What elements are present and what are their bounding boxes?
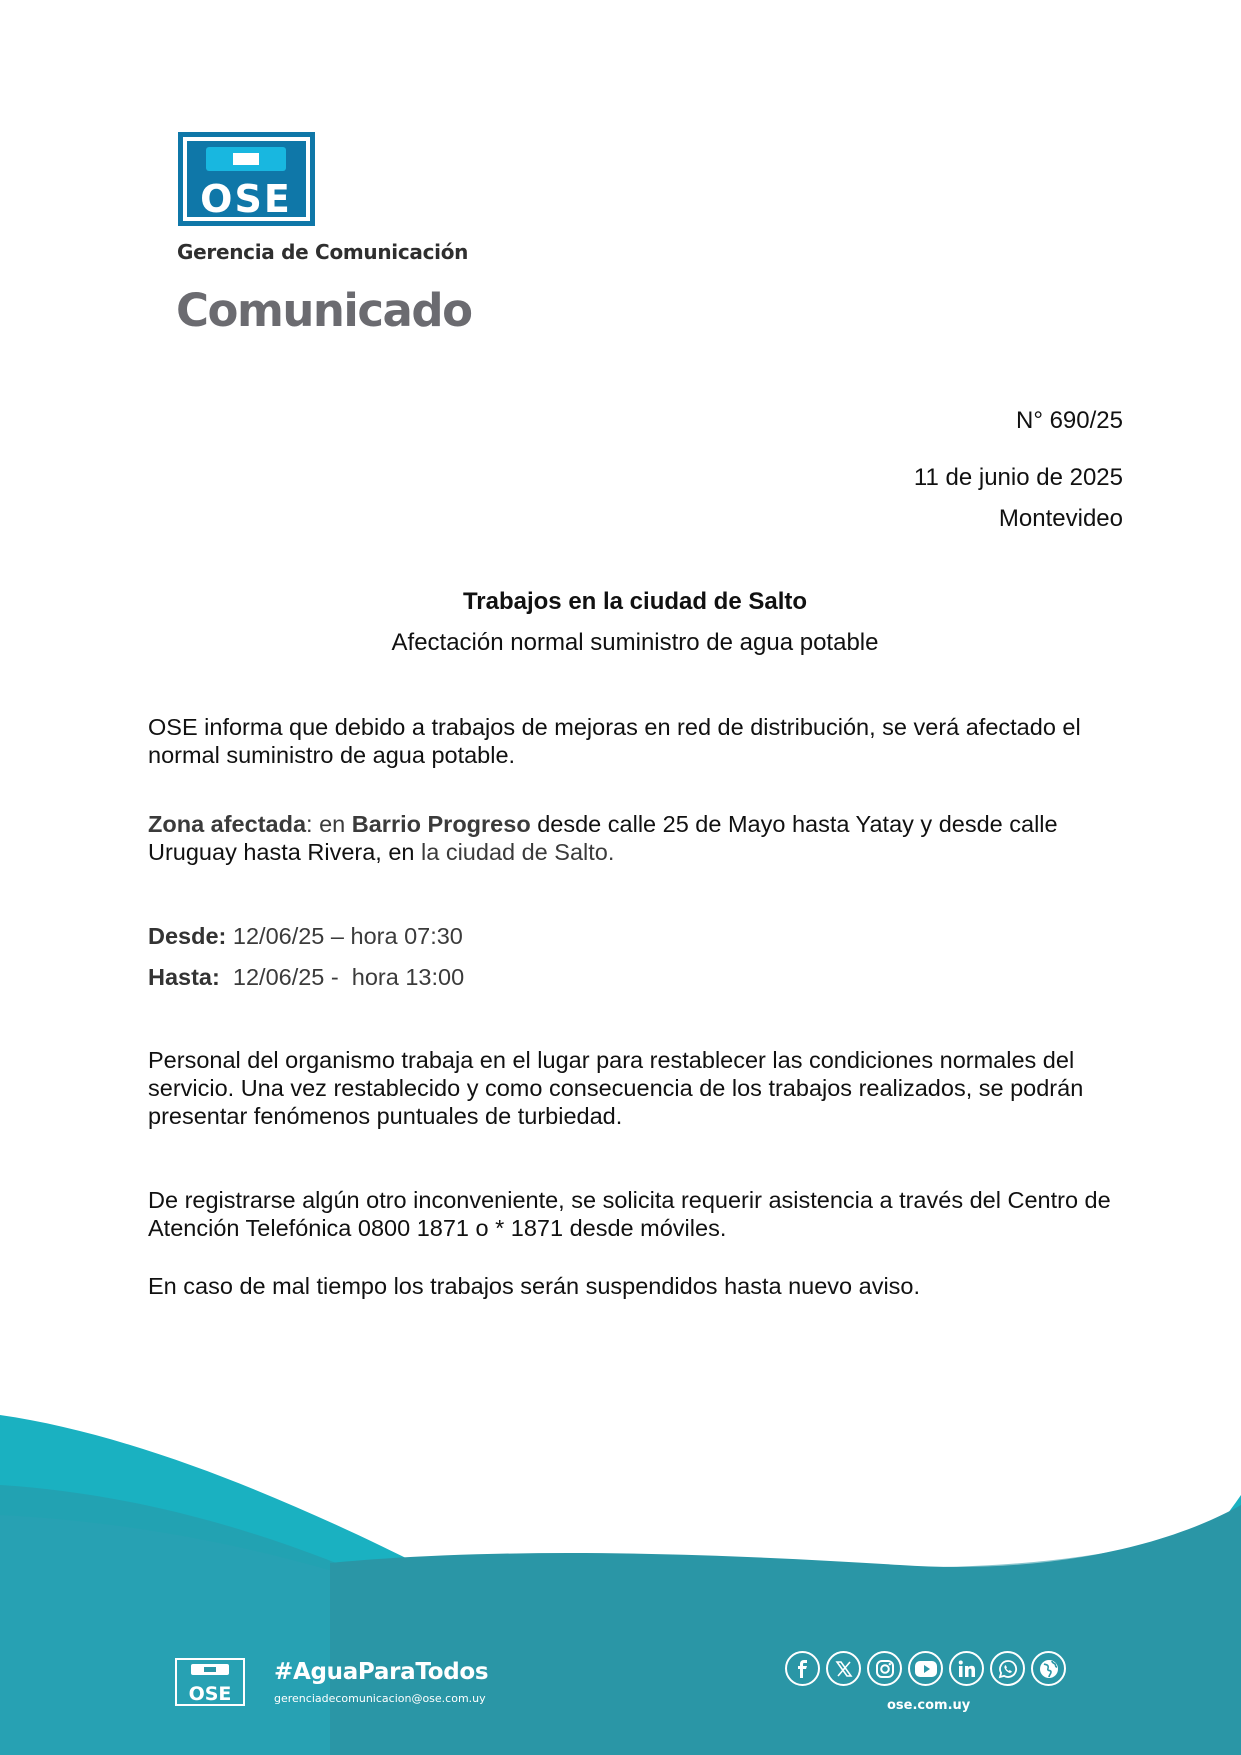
website-link[interactable]: ose.com.uy <box>887 1698 971 1713</box>
main-title: Trabajos en la ciudad de Salto <box>462 588 808 615</box>
affected-zone-paragraph <box>148 810 1123 866</box>
linkedin-icon[interactable] <box>949 1651 984 1686</box>
from-label: Desde: <box>148 923 227 949</box>
facebook-icon[interactable] <box>785 1651 820 1686</box>
weather-paragraph: En caso de mal tiempo los trabajos serán suspendidos hasta nuevo aviso. <box>148 1273 921 1299</box>
communique-city: Montevideo <box>998 505 1123 532</box>
to-row <box>148 964 464 991</box>
hashtag: #AguaParaTodos <box>274 1659 489 1685</box>
from-row <box>148 923 463 950</box>
web-icon[interactable] <box>1031 1651 1066 1686</box>
ose-logo <box>178 132 315 226</box>
zone-place: Barrio Progreso <box>351 811 531 837</box>
zone-label: Zona afectada <box>148 811 307 837</box>
contact-paragraph: De registrarse algún otro inconveniente, se solicita requerir asistencia a través del Centro de Atención Telefónica 0800 1871 o * 1871 desde móviles. <box>148 1187 1111 1241</box>
to-value: 12/06/25 - hora 13:00 <box>219 964 465 990</box>
to-label: Hasta: <box>148 964 220 990</box>
zone-separator: : en <box>306 811 352 837</box>
intro-paragraph: OSE informa que debido a trabajos de mejoras en red de distribución, se verá afectado el normal suministro de agua potable. <box>148 714 1081 768</box>
youtube-icon[interactable] <box>908 1651 943 1686</box>
communique-number: N° 690/25 <box>1015 407 1123 434</box>
contact-email[interactable]: gerenciadecomunicacion@ose.com.uy <box>274 1692 486 1705</box>
whatsapp-icon[interactable] <box>990 1651 1025 1686</box>
instagram-icon[interactable] <box>867 1651 902 1686</box>
document-type-heading: Comunicado <box>176 284 472 337</box>
department-name: Gerencia de Comunicación <box>177 240 469 264</box>
svg-text:OSE: OSE <box>200 177 292 221</box>
zone-streets: desde calle 25 de Mayo hasta Yatay y desde calle Uruguay hasta Rivera, en <box>148 811 1058 865</box>
staff-paragraph: Personal del organismo trabaja en el lugar para restablecer las condiciones normales del servicio. Una vez restablecido y como consecuencia de los trabajos realizados, se podrán presentar fenómenos puntuales de turbiedad. <box>148 1047 1084 1129</box>
footer-ose-logo <box>175 1658 245 1706</box>
svg-text:OSE: OSE <box>188 1683 232 1705</box>
x-icon[interactable] <box>826 1651 861 1686</box>
social-links <box>785 1651 1066 1686</box>
zone-city: la ciudad de Salto. <box>421 839 615 865</box>
communique-date: 11 de junio de 2025 <box>913 464 1123 491</box>
from-value: 12/06/25 – hora 07:30 <box>226 923 463 949</box>
subtitle: Afectación normal suministro de agua potable <box>391 629 879 656</box>
